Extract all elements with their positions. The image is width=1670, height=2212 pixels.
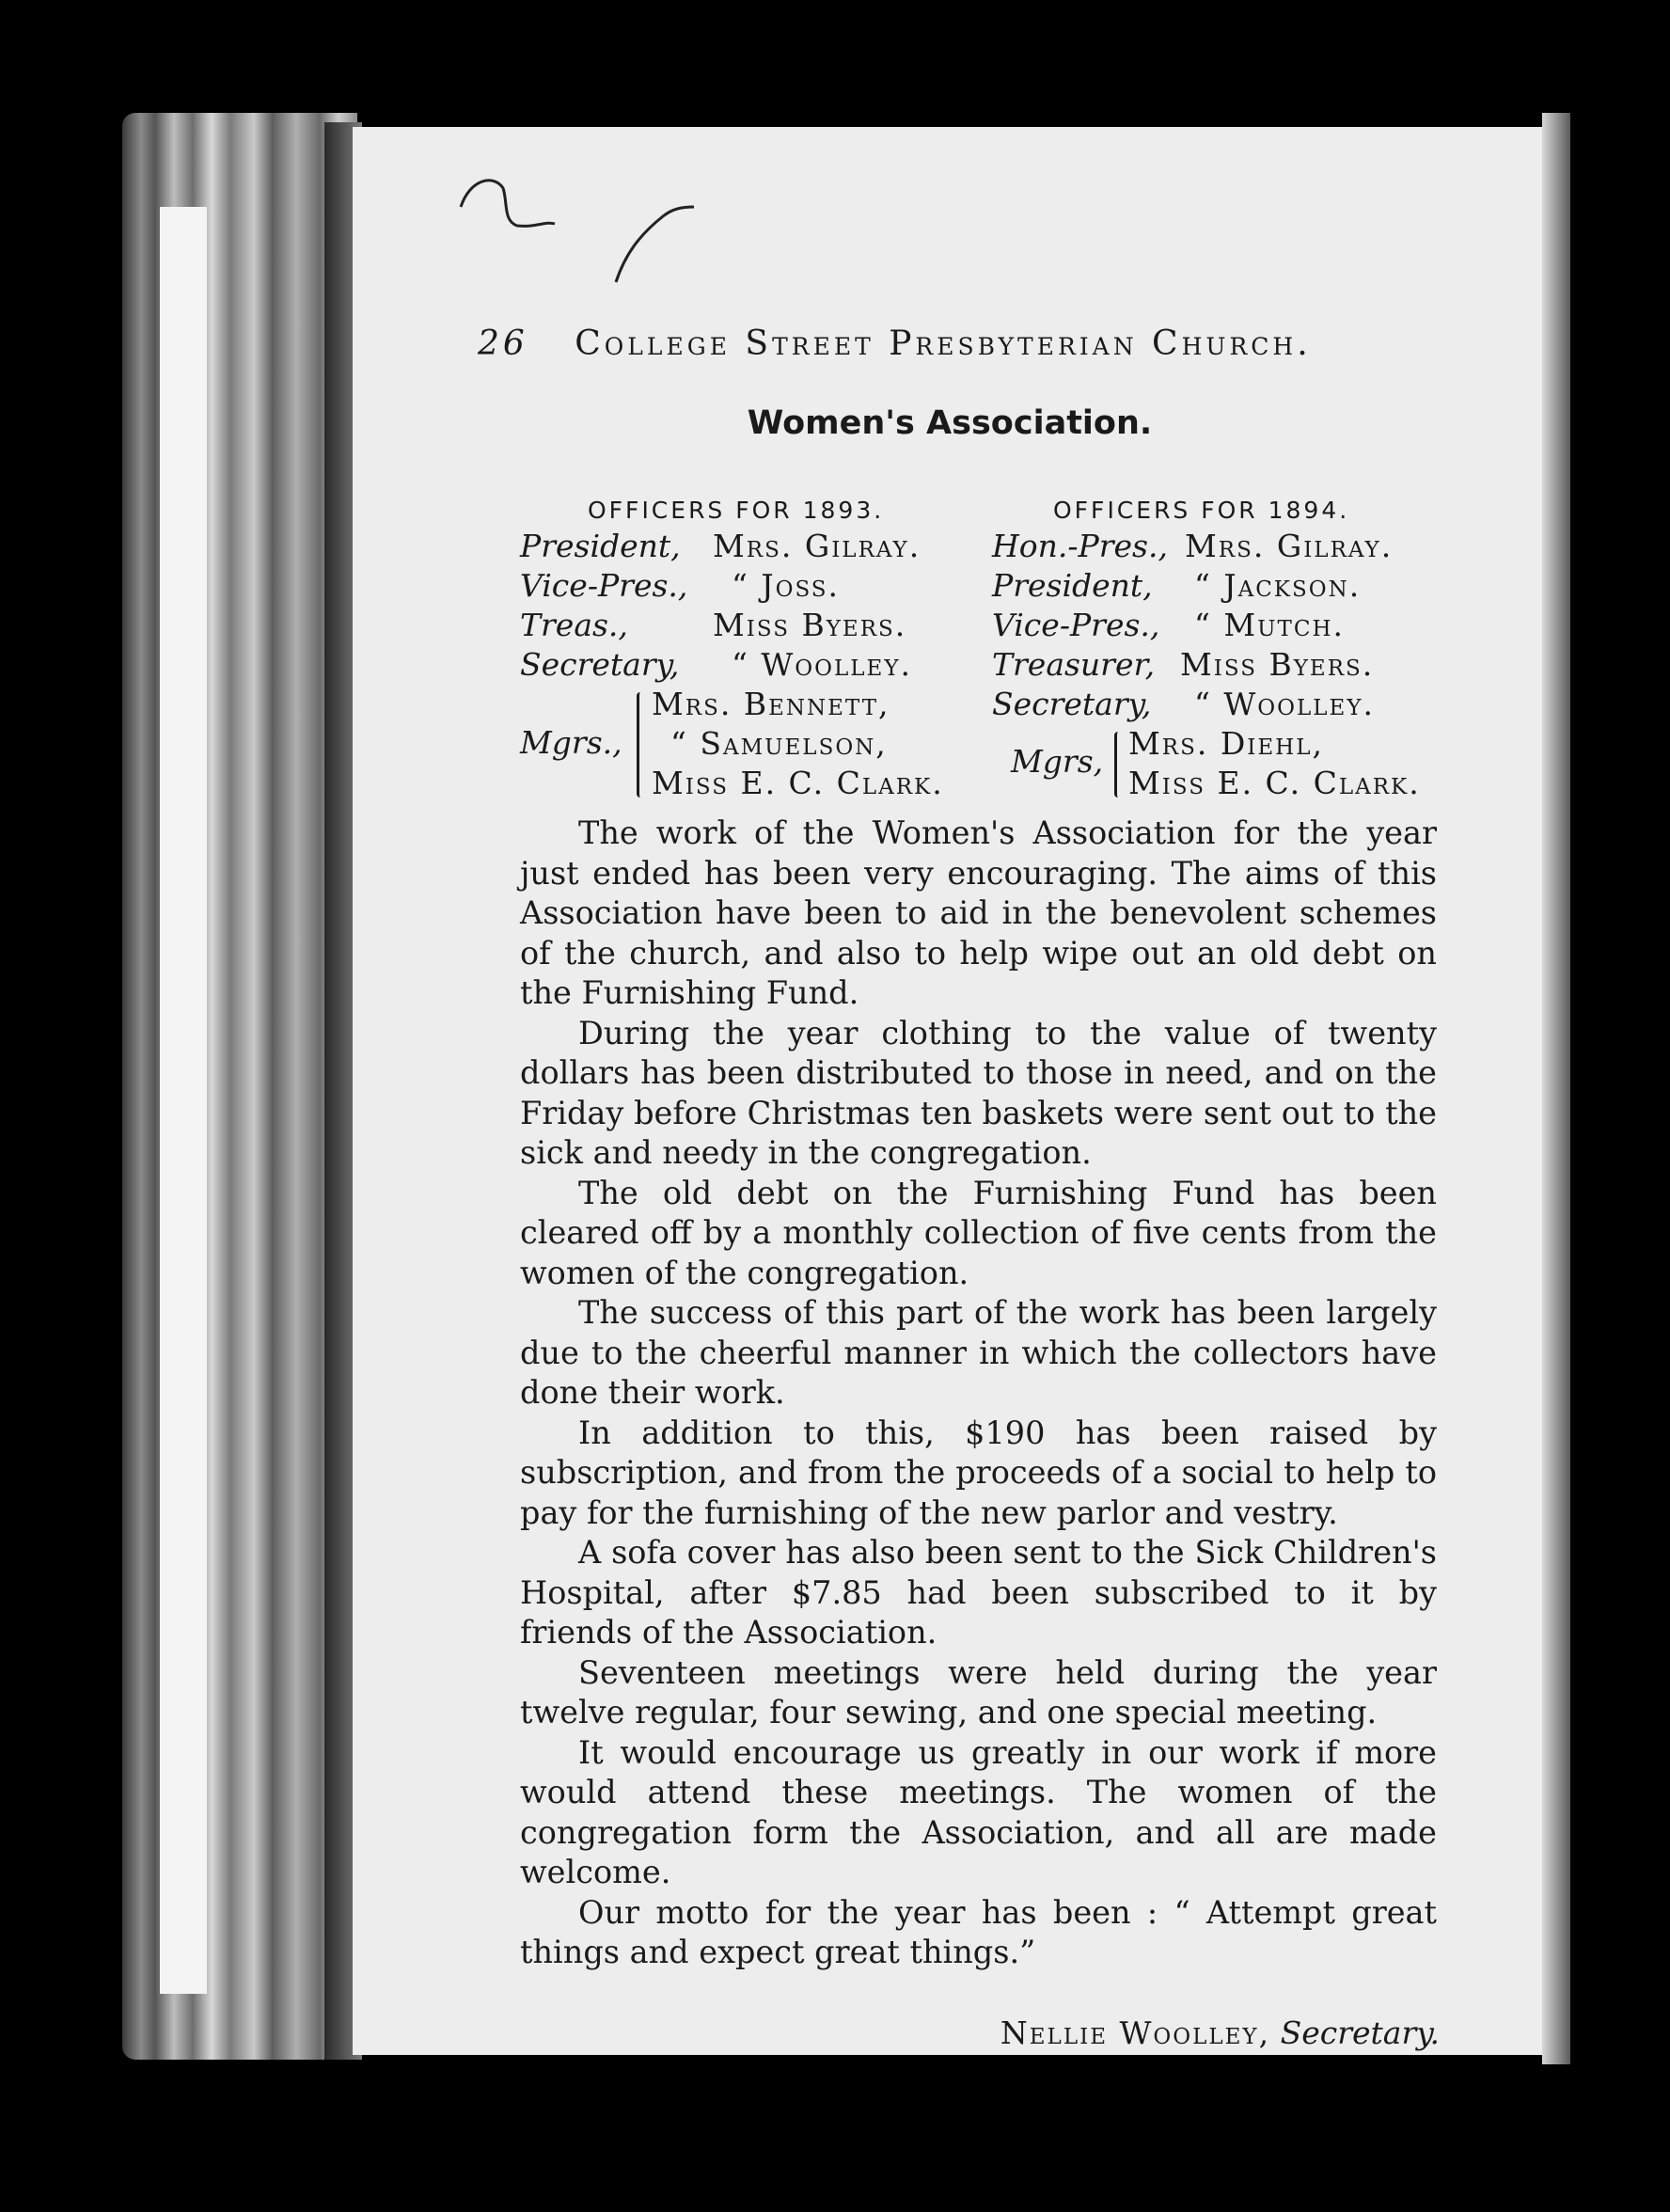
officer-role: Secretary, xyxy=(520,646,680,683)
managers-list xyxy=(652,685,944,803)
officer-row xyxy=(992,527,1519,566)
report-body xyxy=(520,814,1437,1973)
running-head xyxy=(478,324,1418,363)
officer-name: “ Joss. xyxy=(732,567,841,604)
officers-1893-list xyxy=(520,527,990,803)
officer-role: Secretary, xyxy=(992,686,1152,722)
officer-role: Vice-Pres., xyxy=(520,567,688,604)
paragraph: The success of this part of the work has been largely due to the cheerful manner in which the collectors have done their work. xyxy=(520,1294,1437,1411)
page-number: 26 xyxy=(478,324,528,363)
officer-row xyxy=(520,527,990,566)
manager-name: Miss E. C. Clark. xyxy=(1128,765,1421,801)
signature xyxy=(1000,2014,1440,2051)
officer-name: “ Woolley. xyxy=(1194,686,1376,722)
officer-name: “ Mutch. xyxy=(1194,607,1346,643)
officers-1893-heading: OFFICERS FOR 1893. xyxy=(588,497,885,524)
officer-name: “ Jackson. xyxy=(1194,567,1362,604)
officers-1894-heading: OFFICERS FOR 1894. xyxy=(1053,497,1350,524)
officer-role: President, xyxy=(520,528,681,564)
manager-name: “ Samuelson, xyxy=(670,725,888,762)
paragraph: Seventeen meetings were held during the year twelve regular, four sewing, and one special meeting. xyxy=(520,1653,1437,1730)
officer-row xyxy=(992,606,1519,645)
manager-name: Miss E. C. Clark. xyxy=(652,765,944,801)
officer-name: “ Woolley. xyxy=(732,646,913,683)
running-head-title: College Street Presbyterian Church. xyxy=(575,324,1312,363)
managers-list xyxy=(1128,724,1421,803)
officer-name: Mrs. Gilray. xyxy=(1185,528,1394,564)
paragraph: A sofa cover has also been sent to the Sick Children's Hospital, after $7.85 had been subscribed to it by friends of the Association. xyxy=(520,1534,1437,1651)
officer-row xyxy=(520,606,990,645)
book-page-strip xyxy=(160,207,207,1994)
paragraph: The work of the Women's Association for the year just ended has been very encouraging. The aims of this Association have been to aid in the benevolent schemes of the church, and also to help wipe out an old debt on the Furnishing Fund. xyxy=(520,814,1437,1011)
paragraph: It would encourage us greatly in our work if more would attend these meetings. The women of the congregation form the Association, and all are made welcome. xyxy=(520,1733,1437,1890)
manager-name: Mrs. Bennett, xyxy=(652,686,890,722)
managers-block xyxy=(992,724,1519,803)
paragraph: Our motto for the year has been : “ Attempt great things and expect great things.” xyxy=(520,1893,1437,1970)
managers-label: Mgrs, xyxy=(1011,743,1104,780)
handwritten-pen-mark xyxy=(451,150,715,292)
managers-block xyxy=(520,685,990,803)
officer-row xyxy=(992,645,1519,685)
managers-brace xyxy=(637,692,649,798)
signature-name: Nellie Woolley, xyxy=(1000,2014,1271,2051)
officers-1894-list xyxy=(992,527,1519,803)
paragraph: In addition to this, $190 has been raised by subscription, and from the proceeds of a social to help to pay for the furnishing of the new parlor and vestry. xyxy=(520,1414,1437,1531)
officer-role: President, xyxy=(992,567,1153,604)
managers-label: Mgrs., xyxy=(520,724,622,761)
officer-row xyxy=(520,645,990,685)
book-page-edges xyxy=(122,113,357,2060)
officer-role: Treas., xyxy=(520,607,628,643)
signature-title: Secretary. xyxy=(1280,2014,1440,2051)
officer-name: Miss Byers. xyxy=(1180,646,1375,683)
officer-name: Miss Byers. xyxy=(713,607,907,643)
officer-role: Vice-Pres., xyxy=(992,607,1160,643)
officer-role: Treasurer, xyxy=(992,646,1156,683)
officer-row xyxy=(520,566,990,606)
officer-name: Mrs. Gilray. xyxy=(713,528,922,564)
paragraph: During the year clothing to the value of twenty dollars has been distributed to those in need, and on the Friday before Christmas ten baskets were sent out to the sick and needy in the congregation. xyxy=(520,1014,1437,1171)
section-title: Women's Association. xyxy=(747,404,1153,442)
manager-name: Mrs. Diehl, xyxy=(1128,725,1324,762)
officer-row xyxy=(992,566,1519,606)
officer-row xyxy=(992,685,1519,724)
paragraph: The old debt on the Furnishing Fund has been cleared off by a monthly collection of five cents from the women of the congregation. xyxy=(520,1174,1437,1291)
managers-brace xyxy=(1114,732,1126,798)
officer-role: Hon.-Pres., xyxy=(992,528,1168,564)
